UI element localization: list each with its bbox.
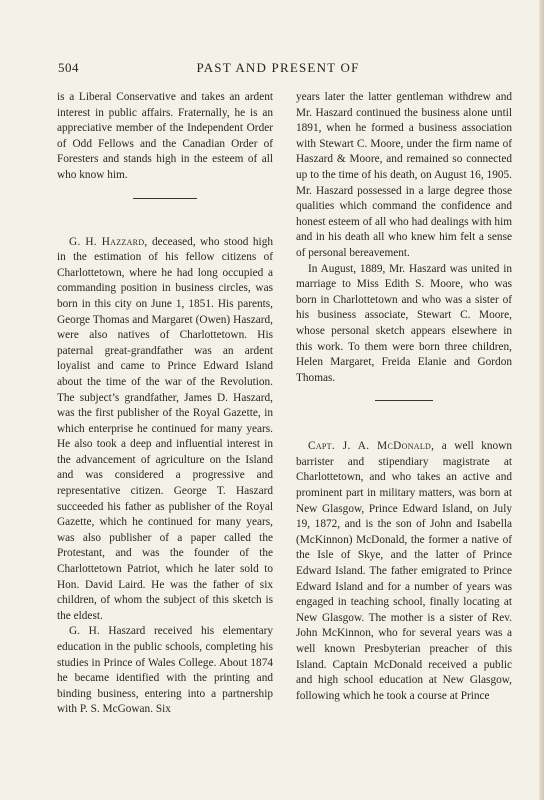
subject-name: Capt. J. A. McDonald, [308, 440, 435, 453]
biography-paragraph-continued: years later the latter gentleman withdrew and Mr. Haszard continued the business alone until 1891, when he formed a business association with Stewart C. Moore, under the firm name of Haszard & Moore, and remained so connected up to the time of his death, on August 16, 1905. Mr. Haszard possessed in a large degree those qualities which command the confidence and honest esteem of all who had dealings with him and in his death all who knew him felt a sense of personal bereavement. [296, 91, 512, 259]
left-column [57, 90, 273, 718]
section-spacer [57, 217, 273, 235]
subject-name: G. H. Hazzard, [69, 235, 148, 248]
biography-mcdonald-intro [296, 439, 512, 704]
page-header [58, 58, 498, 78]
page-edge-shadow [539, 0, 544, 800]
section-spacer [296, 419, 512, 439]
section-divider [375, 400, 433, 401]
biography-paragraph: In August, 1889, Mr. Haszard was united in marriage to Miss Edith S. Moore, who was born in Charlottetown and who was a sister of his business associate, Stewart C. Moore, whose personal sketch appears elsewhere in this work. To them were born three children, Helen Margaret, Freida Elanie and Gordon Thomas. [296, 262, 512, 384]
right-column [296, 90, 512, 704]
biography-hazzard-intro [57, 235, 273, 625]
running-title: PAST AND PRESENT OF [196, 60, 360, 75]
paragraph-continued: is a Liberal Conservative and takes an ardent interest in public affairs. Fraternally, he is an appreciative member of the Independent Order of Odd Fellows and the Canadian Order of Foresters and stands high in the esteem of all who know him. [57, 91, 273, 181]
section-divider [133, 198, 197, 199]
page-number: 504 [58, 60, 79, 75]
biography-text: deceased, who stood high in the estimation of his fellow citizens of Charlottetown, where he had long occupied a commanding position in business circles, was born in this city on June 1, 1851. His parents, George Thomas and Margaret (Owen) Haszard, were also natives of Charlottetown. His paternal great-grandfather was an ardent loyalist and came to Prince Edward Island about the time of the war of the Revolution. The subject’s grandfather, James D. Haszard, was the first publisher of the Royal Gazette, in which enterprise he continued for many years. He also took a deep and influential interest in the advancement of agriculture on the Island and was considered a progressive and representative citizen. George T. Haszard succeeded his father as publisher of the Royal Gazette, which he continued for many years, was also publisher of a paper called the Protestant, and was the founder of the Charlottetown Patriot, which he later sold to Hon. David Laird. He was the father of six children, of whom the subject of this sketch is the eldest. [57, 235, 273, 622]
biography-paragraph: G. H. Haszard received his elementary education in the public schools, completing his studies in Prince of Wales College. About 1874 he became identified with the printing and binding business, entering into a partnership with P. S. McGowan. Six [57, 625, 273, 716]
biography-text: a well known barrister and stipendiary magistrate at Charlottetown, and who takes an active and prominent part in military matters, was born at New Glasgow, Prince Edward Island, on July 19, 1872, and is the son of John and Isabella (McKinnon) McDonald, the former a native of the Isle of Skye, and the latter of Prince Edward Island. The father emigrated to Prince Edward Island and for a number of years was engaged in teaching school, finally locating at New Glasgow. The mother is a sister of Rev. John McKinnon, who for several years was a well known Presbyterian preacher of this Island. Captain McDonald received a public and high school education at New Glasgow, following which he took a course at Prince [296, 440, 512, 702]
